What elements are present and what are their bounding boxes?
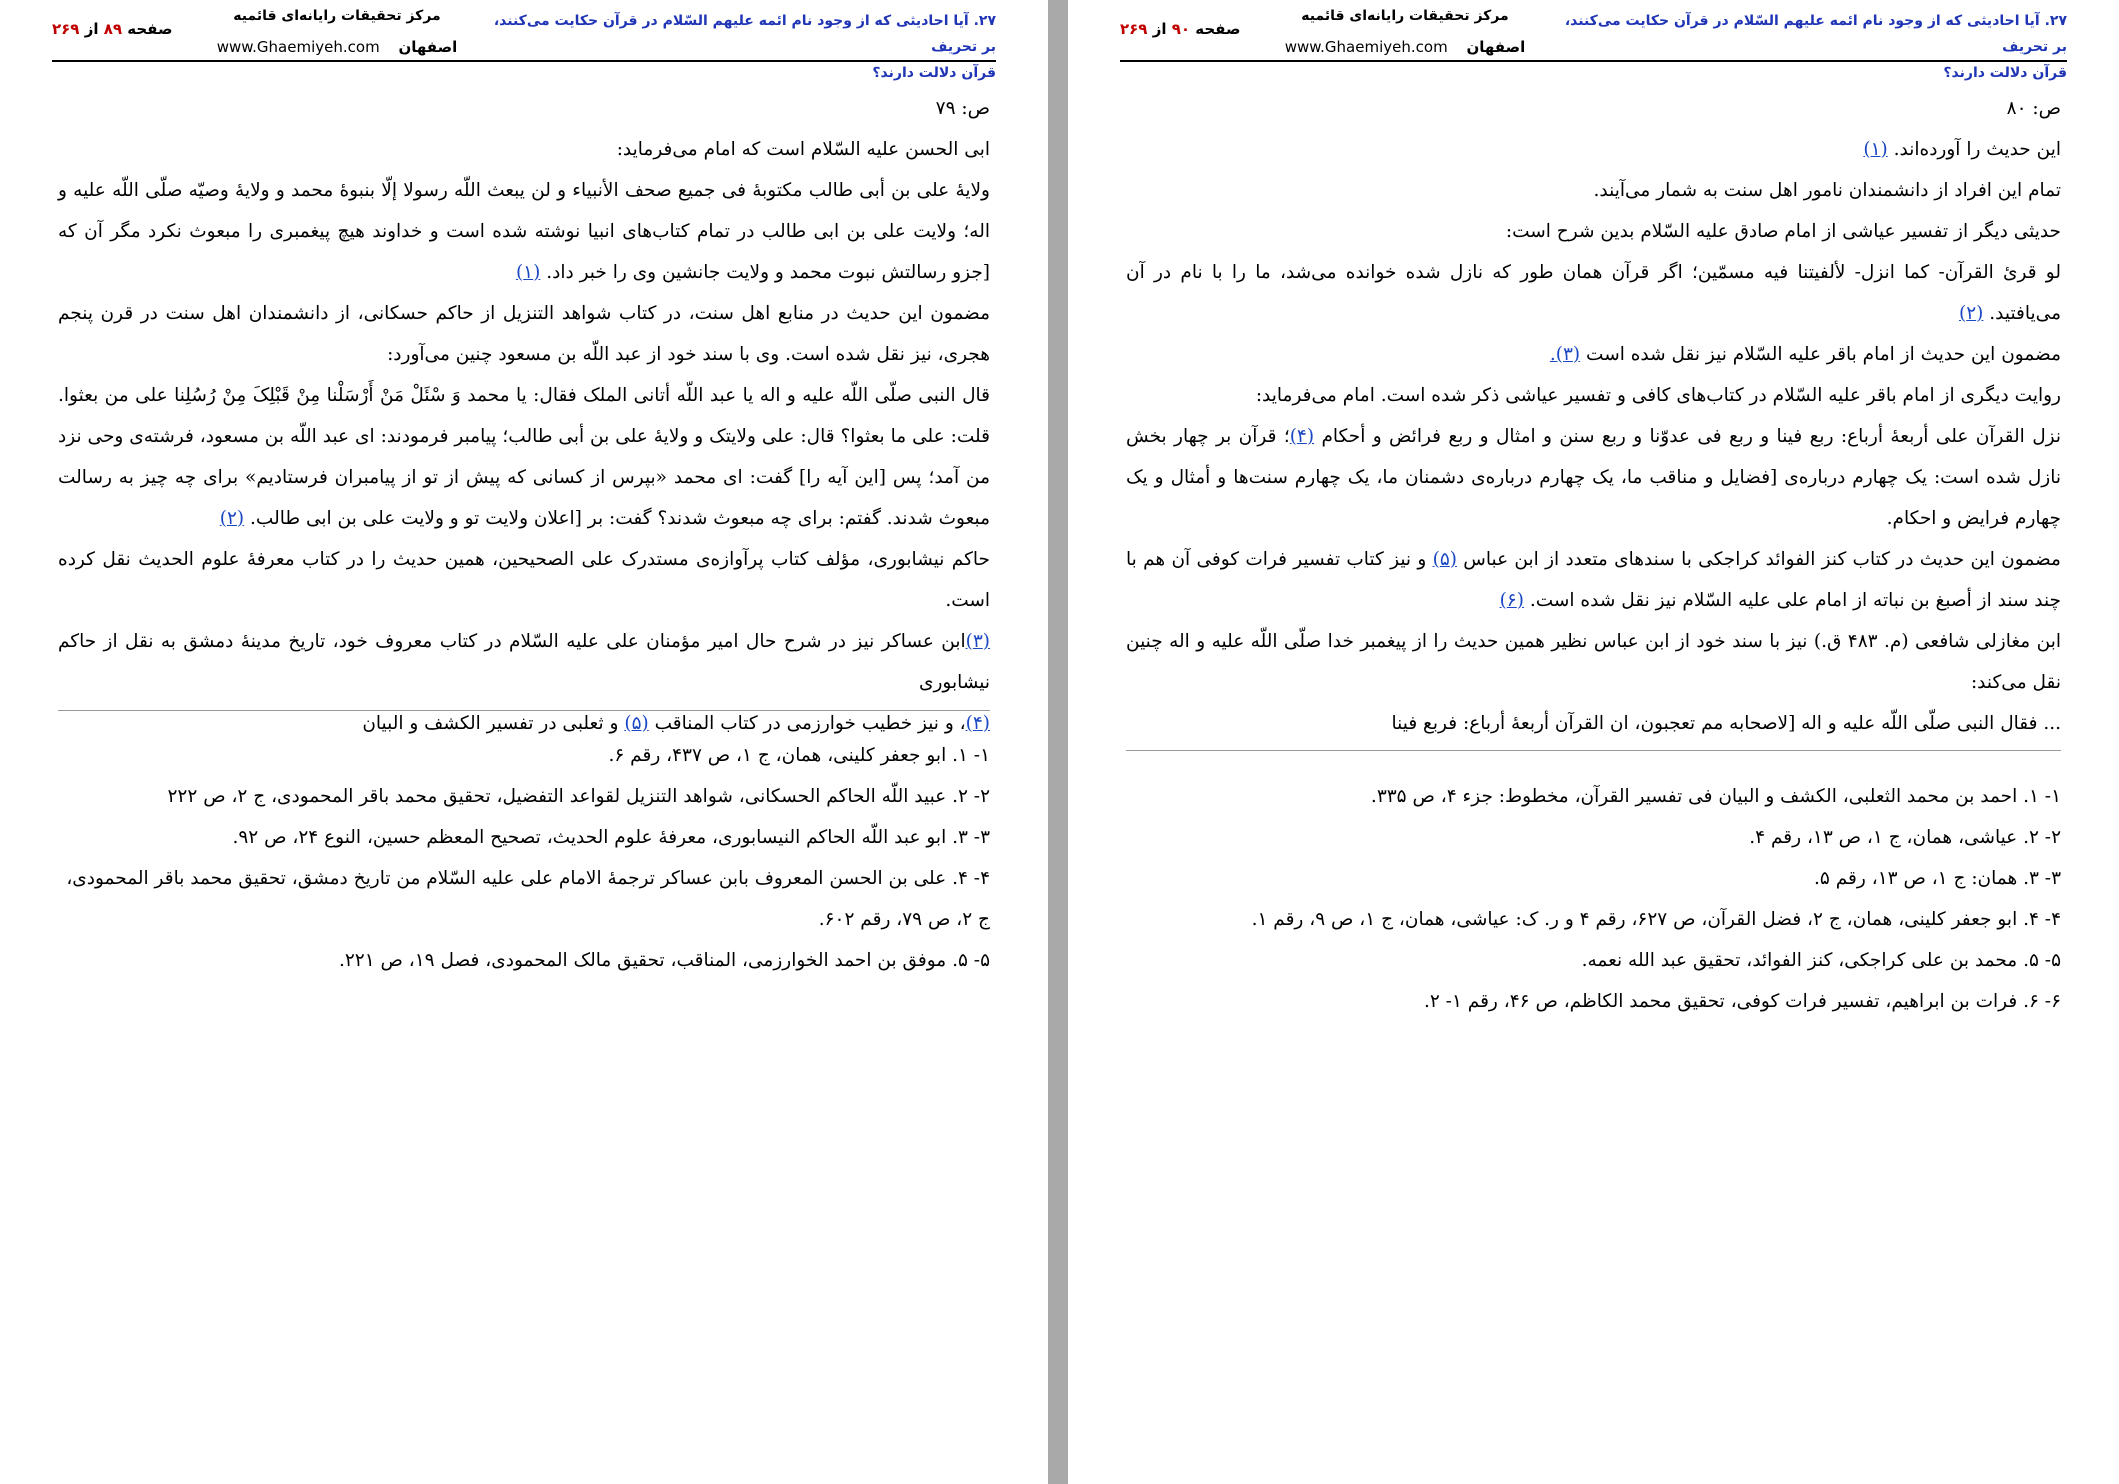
city-name: اصفهان xyxy=(398,38,458,56)
page-counter xyxy=(1120,20,1240,38)
paragraph: (۳)ابن عساکر نیز در شرح حال امیر مؤمنان علی علیه السّلام در کتاب معروف خود، تاریخ مدینهٔ دمشق به نقل از حاکم نیشابوری xyxy=(58,631,990,693)
paragraph: مضمون این حدیث در کتاب کنز الفوائد کراجکی با سندهای متعدد از ابن عباس (۵) و نیز کتاب تفسیر فرات کوفی آن هم با چند سند از أصبغ بن نباته از امام علی علیه السّلام نیز نقل شده است. (۶) xyxy=(1126,549,2061,611)
footnote-link[interactable]: (۴) xyxy=(1289,426,1315,447)
footnote-link[interactable]: (۱) xyxy=(515,262,541,283)
footnote-link[interactable]: (۵) xyxy=(1432,549,1457,570)
chapter-title-line2[interactable]: قرآن دلالت دارند؟ xyxy=(872,65,996,81)
page-number: ص: ۸۰ xyxy=(2006,98,2061,119)
page-current: ۸۹ xyxy=(103,20,123,38)
org-name: مرکز تحقیقات رایانه‌ای قائمیه xyxy=(233,8,441,24)
footnote-item: ۱- ۱. ابو جعفر کلینی، همان، ج ۱، ص ۴۳۷، رقم ۶. xyxy=(608,745,990,766)
paragraph: (۴)، و نیز خطیب خوارزمی در کتاب المناقب (۵) و ثعلبی در تفسیر الکشف و البیان xyxy=(362,713,990,734)
footnote-link[interactable]: (۲) xyxy=(1959,303,1984,324)
page-total: ۲۶۹ xyxy=(52,20,80,38)
footnote-link[interactable]: (۴) xyxy=(965,713,990,734)
paragraph: این حدیث را آورده‌اند. (۱) xyxy=(1863,139,2061,160)
page-total: ۲۶۹ xyxy=(1120,20,1148,38)
page-label: صفحه xyxy=(127,20,173,38)
footnote-item: ۴- ۴. علی بن الحسن المعروف بابن عساکر ترجمهٔ الامام علی علیه السّلام من تاریخ دمشق، تحقیق محمد باقر المحمودی، ج ۲، ص ۷۹، رقم ۶۰۲. xyxy=(66,868,990,930)
page-of: از xyxy=(84,20,99,38)
org-name: مرکز تحقیقات رایانه‌ای قائمیه xyxy=(1301,8,1509,24)
paragraph: ابن مغازلی شافعی (م. ۴۸۳ ق.) نیز با سند خود از ابن عباس نظیر همین حدیث را از پیغمبر خدا صلّی اللّه علیه و اله چنین نقل می‌کند: xyxy=(1126,631,2061,693)
paragraph: ولایهٔ علی بن أبی طالب مکتوبهٔ فی جمیع صحف الأنبیاء و لن یبعث اللّه رسولا إلّا بنبوهٔ محمد و ولایهٔ وصیّه صلّی اللّه علیه و اله؛ ولایت علی بن ابی طالب در تمام کتاب‌های انبیا نوشته شده است و خداوند هیچ پیغمبری را مبعوث نکرد مگر آن که [جزو رسالتش نبوت محمد و ولایت جانشین وی را خبر داد. (۱) xyxy=(58,180,990,283)
chapter-title[interactable] xyxy=(1547,8,2067,86)
footnote-link[interactable]: (۲) xyxy=(219,508,245,529)
paragraph: ابی الحسن علیه السّلام است که امام می‌فرماید: xyxy=(616,139,990,160)
page-header xyxy=(52,8,996,81)
footnote-link[interactable]: (۶) xyxy=(1499,590,1524,611)
page-body xyxy=(1126,88,2061,744)
right-page xyxy=(1068,0,2119,1484)
header-publisher xyxy=(1275,8,1535,56)
website-link[interactable]: www.Ghaemiyeh.com xyxy=(216,38,380,56)
city-name: اصفهان xyxy=(1466,38,1526,56)
paragraph: مضمون این حدیث در منابع اهل سنت، در کتاب شواهد التنزیل از حاکم حسکانی، از دانشمندان اهل سنت در قرن پنجم هجری، نیز نقل شده است. وی با سند خود از عبد اللّه بن مسعود چنین می‌آورد: xyxy=(58,303,990,365)
chapter-title[interactable] xyxy=(476,8,996,86)
footnote-item: ۶- ۶. فرات بن ابراهیم، تفسیر فرات کوفی، تحقیق محمد الکاظم، ص ۴۶، رقم ۱- ۲. xyxy=(1423,991,2061,1012)
footnote-item: ۴- ۴. ابو جعفر کلینی، همان، ج ۲، فضل القرآن، ص ۶۲۷، رقم ۴ و ر. ک: عیاشی، همان، ج ۱، ص ۹، رقم ۱. xyxy=(1251,909,2061,930)
page-header xyxy=(1120,8,2067,81)
footnote-divider xyxy=(58,710,990,711)
paragraph: نزل القرآن علی أربعهٔ أرباع: ربع فینا و ربع فی عدوّنا و ربع سنن و امثال و ربع فرائض و أحکام (۴)؛ قرآن بر چهار بخش نازل شده است: یک چهارم درباره‌ی [فضایل و مناقب ما، یک چهارم درباره‌ی دشمنان ما، یک چهارم سنت‌ها و أمثال و یک چهارم فرایض و احکام. xyxy=(1126,426,2061,529)
paragraph: حدیثی دیگر از تفسیر عیاشی از امام صادق علیه السّلام بدین شرح است: xyxy=(1505,221,2061,242)
footnote-divider xyxy=(1126,750,2061,751)
left-page xyxy=(0,0,1048,1484)
footnote-item: ۵- ۵. موفق بن احمد الخوارزمی، المناقب، تحقیق مالک المحمودی، فصل ۱۹، ص ۲۲۱. xyxy=(338,950,990,971)
paragraph: تمام این افراد از دانشمندان نامور اهل سنت به شمار می‌آیند. xyxy=(1593,180,2061,201)
footnote-item: ۵- ۵. محمد بن علی کراجکی، کنز الفوائد، تحقیق عبد الله نعمه. xyxy=(1581,950,2061,971)
footnote-link[interactable]: (۳). xyxy=(1549,344,1581,365)
footnote-item: ۱- ۱. احمد بن محمد الثعلبی، الکشف و البیان فی تفسیر القرآن، مخطوط: جزء ۴، ص ۳۳۵. xyxy=(1370,786,2061,807)
paragraph: قال النبی صلّی اللّه علیه و اله یا عبد اللّه أتانی الملک فقال: یا محمد وَ سْئَلْ مَنْ أَرْسَلْنا مِنْ قَبْلِکَ مِنْ رُسُلِنا علی من بعثوا. قلت: علی ما بعثوا؟ قال: علی ولایتک و ولایهٔ علی بن أبی طالب؛ پیامبر فرمودند: ای عبد اللّه بن مسعود، فرشته‌ی وحی نزد من آمد؛ پس [این آیه را] گفت: ای محمد «بپرس از کسانی که پیش از تو از پیامبران فرستادیم» برای چه چیز به رسالت مبعوث شدند. گفتم: برای چه مبعوث شدند؟ گفت: بر [اعلان ولایت تو و ولایت علی بن ابی طالب. (۲) xyxy=(58,385,990,529)
footnote-item: ۲- ۲. عبید اللّه الحاکم الحسکانی، شواهد التنزیل لقواعد التفضیل، تحقیق محمد باقر المحمودی، ج ۲، ص ۲۲۲ xyxy=(167,786,990,807)
footnote-link[interactable]: (۵) xyxy=(624,713,649,734)
page-label: صفحه xyxy=(1195,20,1241,38)
page-current: ۹۰ xyxy=(1171,20,1191,38)
paragraph: لو قرئ القرآن- کما انزل- لألفیتنا فیه مسمّین؛ اگر قرآن همان طور که نازل شده خوانده می‌شد، ما را با نام در آن می‌یافتید. (۲) xyxy=(1126,262,2061,324)
paragraph: حاکم نیشابوری، مؤلف کتاب پرآوازه‌ی مستدرک علی الصحیحین، همین حدیث را در کتاب معرفهٔ علوم الحدیث نقل کرده است. xyxy=(58,549,990,611)
chapter-title-line1[interactable]: ۲۷. آیا احادیثی که از وجود نام ائمه علیهم السّلام در قرآن حکایت می‌کنند، بر تحریف xyxy=(1564,13,2067,55)
paragraph: روایت دیگری از امام باقر علیه السّلام در کتاب‌های کافی و تفسیر عیاشی ذکر شده است. امام می‌فرماید: xyxy=(1255,385,2061,406)
website-link[interactable]: www.Ghaemiyeh.com xyxy=(1284,38,1448,56)
footnotes xyxy=(58,735,990,981)
footnote-item: ۳- ۳. همان: ج ۱، ص ۱۳، رقم ۵. xyxy=(1814,868,2061,889)
chapter-title-line2[interactable]: قرآن دلالت دارند؟ xyxy=(1943,65,2067,81)
footnote-item: ۳- ۳. ابو عبد اللّه الحاکم النیسابوری، معرفهٔ علوم الحدیث، تصحیح المعظم حسین، النوع ۲۴، ص ۹۲. xyxy=(232,827,990,848)
page-counter xyxy=(52,20,172,38)
paragraph: مضمون این حدیث از امام باقر علیه السّلام نیز نقل شده است (۳). xyxy=(1549,344,2061,365)
page-number: ص: ۷۹ xyxy=(935,98,990,119)
footnote-link[interactable]: (۱) xyxy=(1863,139,1888,160)
footnote-link[interactable]: (۳) xyxy=(965,631,990,652)
footnotes xyxy=(1126,776,2061,1022)
chapter-title-line1[interactable]: ۲۷. آیا احادیثی که از وجود نام ائمه علیهم السّلام در قرآن حکایت می‌کنند، بر تحریف xyxy=(493,13,996,55)
paragraph: ... فقال النبی صلّی اللّه علیه و اله [لاصحابه مم تعجبون، ان القرآن أربعهٔ أرباع: فربع فینا xyxy=(1391,713,2061,734)
footnote-item: ۲- ۲. عیاشی، همان، ج ۱، ص ۱۳، رقم ۴. xyxy=(1749,827,2061,848)
header-publisher xyxy=(207,8,467,56)
page-of: از xyxy=(1152,20,1167,38)
page-body xyxy=(58,88,990,744)
